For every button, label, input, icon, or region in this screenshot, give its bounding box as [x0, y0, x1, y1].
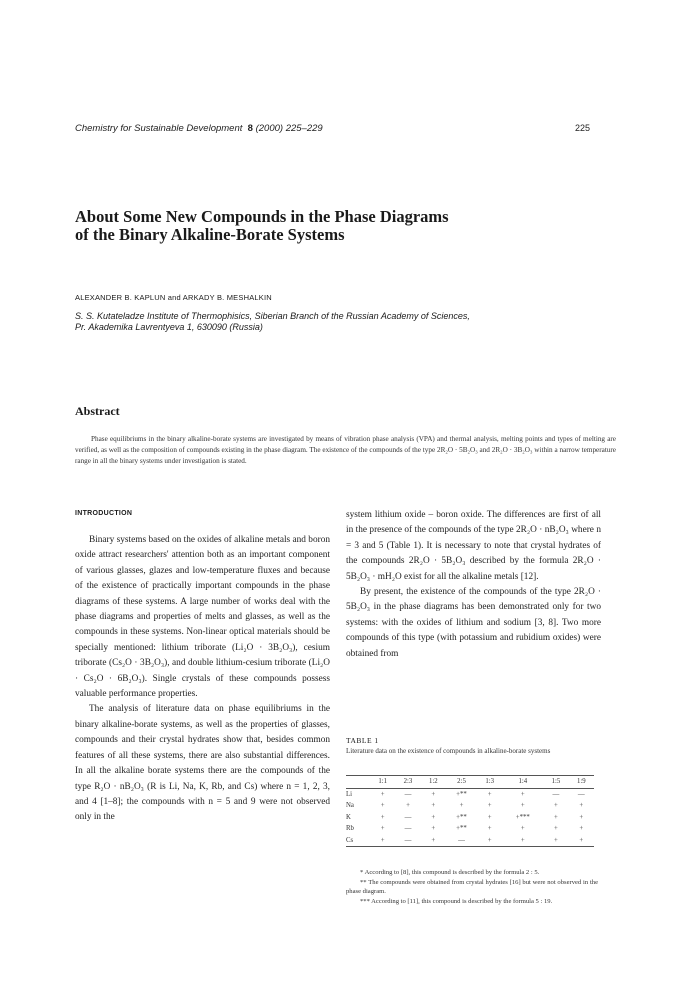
table-cell: + [487, 813, 492, 821]
table-cell: +** [456, 813, 467, 821]
table-note: *** According to [11], this compound is described by the formula 5 : 19. [360, 897, 553, 905]
table-cell: +** [456, 825, 467, 833]
body-column-left [75, 533, 330, 826]
table-row [346, 823, 594, 835]
literature-data-table [346, 775, 594, 847]
table-cell: + [431, 790, 436, 798]
table-cell: + [569, 835, 594, 847]
table-cell: + [380, 813, 385, 821]
table-row [346, 800, 594, 812]
abstract-heading: Abstract [75, 404, 120, 418]
table-note: ** The compounds were obtained from crystal hydrates [16] but were not observed in the phase diagram. [346, 878, 598, 895]
table-header-cell: 1:1 [370, 776, 395, 789]
table-cell: + [380, 802, 385, 810]
table-cell: + [431, 802, 436, 810]
table-cell: + [487, 825, 492, 833]
table-label: TABLE 1 [346, 736, 379, 745]
table-cell: + [431, 813, 436, 821]
body-paragraph: system lithium oxide – boron oxide. The differences are first of all in the presence of the compounds of the type 2R₂O · nB₂O₃ where n = 3 and 5 (Table 1). It is necessary to note that crystal hydrates of the compounds 2R₂O · 5B₂O₃ described by the formula 2R₂O · 5B₂O₃ · mH₂O exist for all the alkaline metals [12]. [346, 510, 601, 582]
table-row [346, 812, 594, 824]
table-cell: + [487, 802, 492, 810]
table-cell: — [577, 790, 585, 798]
table-header-row [346, 776, 594, 789]
table-header-cell: 2:3 [395, 776, 420, 789]
table-notes [346, 868, 598, 906]
journal-volume: 8 [247, 123, 253, 134]
table-cell: + [554, 802, 558, 810]
authors: ALEXANDER B. KAPLUN and ARKADY B. MESHALKIN [75, 293, 272, 302]
affiliation-line: S. S. Kutateladze Institute of Thermophisics, Siberian Branch of the Russian Academy of Sciences, [75, 311, 470, 321]
table-cell: +** [456, 790, 467, 798]
table-cell: + [520, 790, 525, 798]
table-cell: + [459, 802, 464, 810]
table-cell: + [421, 835, 446, 847]
table-row-label: Rb [346, 825, 354, 833]
table-header-cell: 1:4 [502, 776, 543, 789]
table-header-cell [346, 776, 370, 789]
table-caption: Literature data on the existence of compounds in alkaline-borate systems [346, 747, 551, 755]
table-row-label: Na [346, 802, 354, 810]
table-row-label: Cs [346, 835, 370, 847]
body-paragraph: Binary systems based on the oxides of alkaline metals and boron oxide attract researchers' attention both as an important component of various glasses, glazes and low-temperature fluxes and because of the existence of practically important compounds in the phase diagrams of these systems. A large number of works deal with the phase diagrams and properties of melts and glasses, as well as the compounds in these systems. Non-linear optical materials should be specially mentioned: lithium triborate (Li₂O · 3B₂O₃), cesium triborate (Cs₂O · 3B₂O₃), and double lithium-cesium triborate (Li₂O · Cs₂O · 6B₂O₃). Single crystals of these compounds possess valuable performance properties. [75, 535, 330, 700]
table-cell: + [477, 835, 502, 847]
table-row [346, 835, 594, 847]
table-cell: — [404, 825, 412, 833]
affiliation [75, 311, 615, 333]
table-header-cell: 1:9 [569, 776, 594, 789]
table-cell: + [502, 835, 543, 847]
table-row-label: K [346, 813, 351, 821]
table-cell: — [552, 790, 560, 798]
table-cell: +*** [515, 813, 530, 821]
body-column-right [346, 508, 601, 662]
table-row-label: Li [346, 790, 353, 798]
table-cell: + [520, 802, 525, 810]
page-number: 225 [574, 123, 590, 133]
table-cell: — [404, 790, 412, 798]
table-cell: + [579, 813, 584, 821]
journal-header [75, 123, 323, 134]
table-header-cell: 2:5 [446, 776, 477, 789]
body-paragraph: By present, the existence of the compounds of the type 2R₂O · 5B₂O₃ in the phase diagrams has been demonstrated only for two systems: with the oxides of lithium and sodium [3, 8]. Two more compounds of this type (with potassium and rubidium oxides) were obtained from [346, 587, 601, 659]
section-heading-introduction: INTRODUCTION [75, 510, 133, 517]
table-cell: — [395, 835, 420, 847]
table-cell: — [446, 835, 477, 847]
table-cell: + [370, 835, 395, 847]
journal-name: Chemistry for Sustainable Development [75, 123, 243, 134]
table-cell: + [406, 802, 410, 810]
title-line: About Some New Compounds in the Phase Diagrams [75, 207, 449, 226]
table-cell: + [579, 825, 584, 833]
table-cell: + [380, 825, 385, 833]
table-cell: + [431, 825, 436, 833]
abstract-text: Phase equilibriums in the binary alkaline-borate systems are investigated by means of vibration phase analysis (VPA) and thermal analysis, melting points and types of melting are verified, as well as the composition of compounds existing in the phase diagram. The existence of the compounds of the type 2R₂O · 5B₂O₃ and 2R₂O · 3B₂O₃ within a narrow temperature range in all the binary systems under investigation is stated. [75, 435, 616, 465]
title-line: of the Binary Alkaline-Borate Systems [75, 225, 345, 244]
table-header-cell: 1:3 [477, 776, 502, 789]
body-paragraph: The analysis of literature data on phase equilibriums in the binary alkaline-borate systems, as well as the properties of glasses, compounds and their crystal hydrates show that, besides common features of all these systems, there are also substantial differences. In all the alkaline borate systems there are the compounds of the type R₂O · nB₂O₃ (R is Li, Na, K, Rb, and Cs) where n = 1, 2, 3, and 4 [1–8]; the compounds with n = 5 and 9 were not observed only in the [75, 704, 330, 823]
table-header-cell: 1:2 [421, 776, 446, 789]
table-row [346, 788, 594, 800]
journal-year-pages: (2000) 225–229 [255, 123, 323, 134]
table-cell: — [404, 813, 412, 821]
table-cell: + [380, 790, 385, 798]
table-cell: + [543, 835, 568, 847]
table-note: * According to [8], this compound is described by the formula 2 : 5. [360, 869, 540, 876]
table-cell: + [554, 813, 558, 821]
paper-title [75, 208, 635, 244]
table-header-cell: 1:5 [543, 776, 568, 789]
affiliation-line: Pr. Akademika Lavrentyeva 1, 630090 (Russia) [75, 322, 263, 332]
table-cell: + [579, 802, 584, 810]
table-cell: + [554, 825, 558, 833]
table-cell: + [520, 825, 525, 833]
table-cell: + [487, 790, 492, 798]
